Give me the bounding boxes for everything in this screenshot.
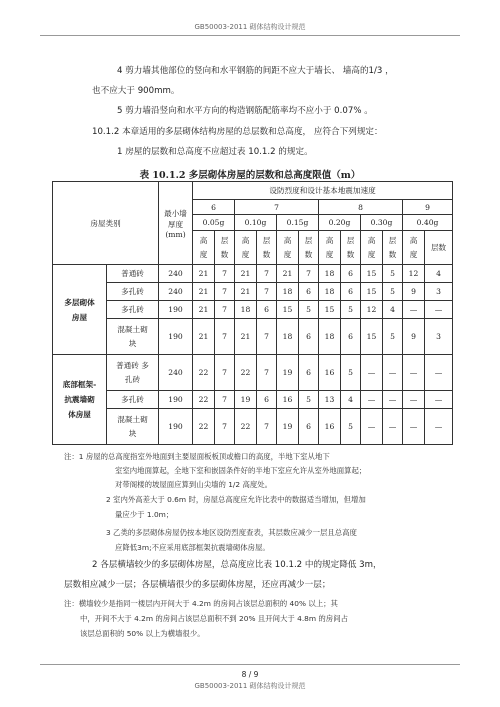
subheader-height: 高度 (235, 231, 257, 265)
value-cell: 22 (193, 409, 215, 445)
value-cell: 19 (277, 355, 299, 391)
clause-2-line: 2 各层横墙较少的多层砌体房屋，总高度应比表 10.1.2 中的规定降低 3m， (92, 560, 382, 570)
clause-line-5: 1 房屋的层数和总高度不应超过表 10.1.2 的规定。 (117, 147, 313, 157)
subheader-floors: 层数 (257, 231, 277, 265)
value-cell: 21 (235, 319, 257, 355)
accel: 0.15g (277, 215, 319, 231)
value-cell: 15 (319, 301, 341, 319)
footer-rule (40, 664, 460, 665)
value-cell: 15 (277, 301, 299, 319)
value-cell: 18 (277, 319, 299, 355)
value-cell: 7 (215, 391, 235, 409)
note-line: 室室内地面算起，全地下室和嵌固条件好的半地下室应允许从室外地面算起； (115, 466, 367, 475)
accel: 0.40g (403, 215, 453, 231)
value-cell: 19 (277, 409, 299, 445)
value-cell: 9 (403, 283, 425, 301)
value-cell: 6 (341, 265, 361, 283)
subheader-floors: 层数 (341, 231, 361, 265)
thickness-cell: 190 (159, 301, 193, 319)
material-cell: 混凝土砌块 (107, 409, 159, 445)
value-cell: 7 (257, 283, 277, 301)
value-cell: 18 (235, 301, 257, 319)
value-cell: 7 (215, 265, 235, 283)
value-cell: — (361, 355, 383, 391)
value-cell: 7 (299, 265, 319, 283)
accel: 0.10g (235, 215, 277, 231)
value-cell: 7 (215, 283, 235, 301)
material-cell: 多孔砖 (107, 391, 159, 409)
value-cell: 16 (277, 391, 299, 409)
intensity-7: 7 (235, 200, 319, 215)
header-thickness: 最小墙 厚度 (mm) (159, 182, 193, 265)
value-cell: 12 (361, 301, 383, 319)
value-cell: 3 (425, 283, 453, 301)
value-cell: — (403, 301, 425, 319)
subheader-height: 高度 (319, 231, 341, 265)
value-cell: 22 (235, 409, 257, 445)
value-cell: 16 (319, 355, 341, 391)
thickness-cell: 190 (159, 391, 193, 409)
value-cell: 21 (235, 265, 257, 283)
value-cell: 9 (403, 319, 425, 355)
subheader-floors: 层数 (383, 231, 403, 265)
value-cell: 5 (341, 301, 361, 319)
value-cell: — (425, 355, 453, 391)
subheader-floors: 层数 (299, 231, 319, 265)
intensity-9: 9 (403, 200, 453, 215)
value-cell: 7 (215, 355, 235, 391)
value-cell: 19 (235, 391, 257, 409)
value-cell: 15 (361, 265, 383, 283)
material-cell: 普通砖 多孔砖 (107, 355, 159, 391)
value-cell: 6 (257, 301, 277, 319)
group-multistory: 多层砌体房屋 (53, 265, 107, 355)
note-line: 3 乙类的多层砌体房屋仍按本地区设防烈度查表，其层数应减少一层且总高度 (106, 528, 357, 537)
value-cell: — (383, 355, 403, 391)
value-cell: — (383, 391, 403, 409)
clause-2-note: 该层总面积的 50% 以上为横墙很少。 (80, 629, 205, 638)
value-cell: — (403, 391, 425, 409)
value-cell: 7 (257, 355, 277, 391)
value-cell: 4 (341, 391, 361, 409)
note-line: 对带阁楼的坡屋面应算到山尖墙的 1/2 高度处。 (115, 480, 273, 489)
value-cell: — (425, 409, 453, 445)
intensity-6: 6 (193, 200, 235, 215)
value-cell: 21 (277, 265, 299, 283)
accel: 0.30g (361, 215, 403, 231)
value-cell: 21 (193, 265, 215, 283)
value-cell: 5 (383, 265, 403, 283)
page-number: 8 / 9 (241, 670, 259, 679)
value-cell: 3 (425, 319, 453, 355)
value-cell: — (403, 355, 425, 391)
material-cell: 混凝土砌块 (107, 319, 159, 355)
value-cell: 7 (215, 319, 235, 355)
value-cell: 21 (193, 283, 215, 301)
value-cell: 6 (299, 355, 319, 391)
thickness-cell: 240 (159, 265, 193, 283)
accel: 0.05g (193, 215, 235, 231)
intensity-8: 8 (319, 200, 403, 215)
value-cell: 6 (341, 319, 361, 355)
subheader-floors: 层数 (215, 231, 235, 265)
material-cell: 普通砖 (107, 265, 159, 283)
header-category: 房屋类别 (53, 182, 159, 265)
value-cell: 5 (383, 283, 403, 301)
height-limit-table (52, 181, 453, 445)
value-cell: 5 (383, 319, 403, 355)
thickness-cell: 240 (159, 355, 193, 391)
clause-2-note: 中，开间不大于 4.2m 的房间占该层总面积不到 20% 且开间大于 4.8m 的房间占 (80, 614, 348, 623)
value-cell: 4 (425, 265, 453, 283)
value-cell: 6 (341, 283, 361, 301)
value-cell: 13 (319, 391, 341, 409)
value-cell: 22 (193, 391, 215, 409)
value-cell: 5 (299, 391, 319, 409)
group-frame-shearwall: 底部框架-抗震墙砌体房屋 (53, 355, 107, 445)
accel: 0.20g (319, 215, 361, 231)
note-line: 2 室内外高差大于 0.6m 时，房屋总高度应允许比表中的数据适当增加，但增加 (106, 495, 366, 504)
thickness-cell: 190 (159, 319, 193, 355)
value-cell: 5 (299, 301, 319, 319)
value-cell: 16 (319, 409, 341, 445)
table-caption: 表 10.1.2 多层砌体房屋的层数和总高度限值（m） (139, 170, 361, 181)
value-cell: 22 (193, 355, 215, 391)
value-cell: — (425, 301, 453, 319)
value-cell: 6 (299, 283, 319, 301)
value-cell: 4 (383, 301, 403, 319)
value-cell: 7 (257, 409, 277, 445)
value-cell: 5 (341, 355, 361, 391)
value-cell: 18 (319, 283, 341, 301)
thickness-cell: 240 (159, 283, 193, 301)
page-footer: GB50003-2011 砌体结构设计规范 (194, 682, 306, 690)
value-cell: 22 (235, 355, 257, 391)
value-cell: — (383, 409, 403, 445)
note-line: 量应少于 1.0m； (115, 510, 174, 519)
clause-line-1: 4 剪力墙其他部位的竖向和水平钢筋的间距不应大于墙长、 墙高的1/3 ， (117, 66, 394, 76)
value-cell: 18 (319, 319, 341, 355)
value-cell: 12 (403, 265, 425, 283)
value-cell: — (403, 409, 425, 445)
clause-line-4: 10.1.2 本章适用的多层砌体结构房屋的总层数和总高度， 应符合下列规定： (92, 127, 383, 137)
header-intensity-group: 设防烈度和设计基本地震加速度 (193, 182, 453, 200)
value-cell: 21 (193, 301, 215, 319)
subheader-height: 高度 (193, 231, 215, 265)
value-cell: 7 (215, 301, 235, 319)
clause-line-2: 也不应大于 900mm。 (92, 86, 180, 96)
subheader-floors: 层数 (425, 231, 453, 265)
value-cell: 18 (319, 265, 341, 283)
material-cell: 多孔砖 (107, 301, 159, 319)
page-header: GB50003-2011 砌体结构设计规范 (194, 23, 306, 31)
note-line: 注：1 房屋的总高度指室外地面到主要屋面板板顶或檐口的高度，半地下室从地下 (64, 452, 330, 461)
material-cell: 多孔砖 (107, 283, 159, 301)
value-cell: — (361, 409, 383, 445)
note-line: 应降低3m;不应采用底部框架抗震墙砌体房屋。 (115, 543, 270, 552)
subheader-height: 高度 (277, 231, 299, 265)
clause-2-line: 层数相应减少一层；各层横墙很少的多层砌体房屋，还应再减少一层； (64, 580, 331, 590)
value-cell: — (425, 391, 453, 409)
thickness-cell: 190 (159, 409, 193, 445)
value-cell: 21 (193, 319, 215, 355)
value-cell: 7 (257, 265, 277, 283)
value-cell: 5 (341, 409, 361, 445)
value-cell: 7 (257, 319, 277, 355)
value-cell: 15 (361, 319, 383, 355)
value-cell: — (361, 391, 383, 409)
value-cell: 7 (215, 409, 235, 445)
subheader-height: 高度 (403, 231, 425, 265)
subheader-height: 高度 (361, 231, 383, 265)
value-cell: 18 (277, 283, 299, 301)
value-cell: 21 (235, 283, 257, 301)
value-cell: 15 (361, 283, 383, 301)
header-rule (40, 35, 460, 36)
clause-2-note: 注：横墙较少是指同一楼层内开间大于 4.2m 的房间占该层总面积的 40% 以上；其 (64, 599, 338, 608)
value-cell: 6 (299, 319, 319, 355)
value-cell: 6 (257, 391, 277, 409)
value-cell: 6 (299, 409, 319, 445)
clause-line-3: 5 剪力墙沿竖向和水平方向的构造钢筋配筋率均不应小于 0.07% 。 (117, 106, 373, 116)
